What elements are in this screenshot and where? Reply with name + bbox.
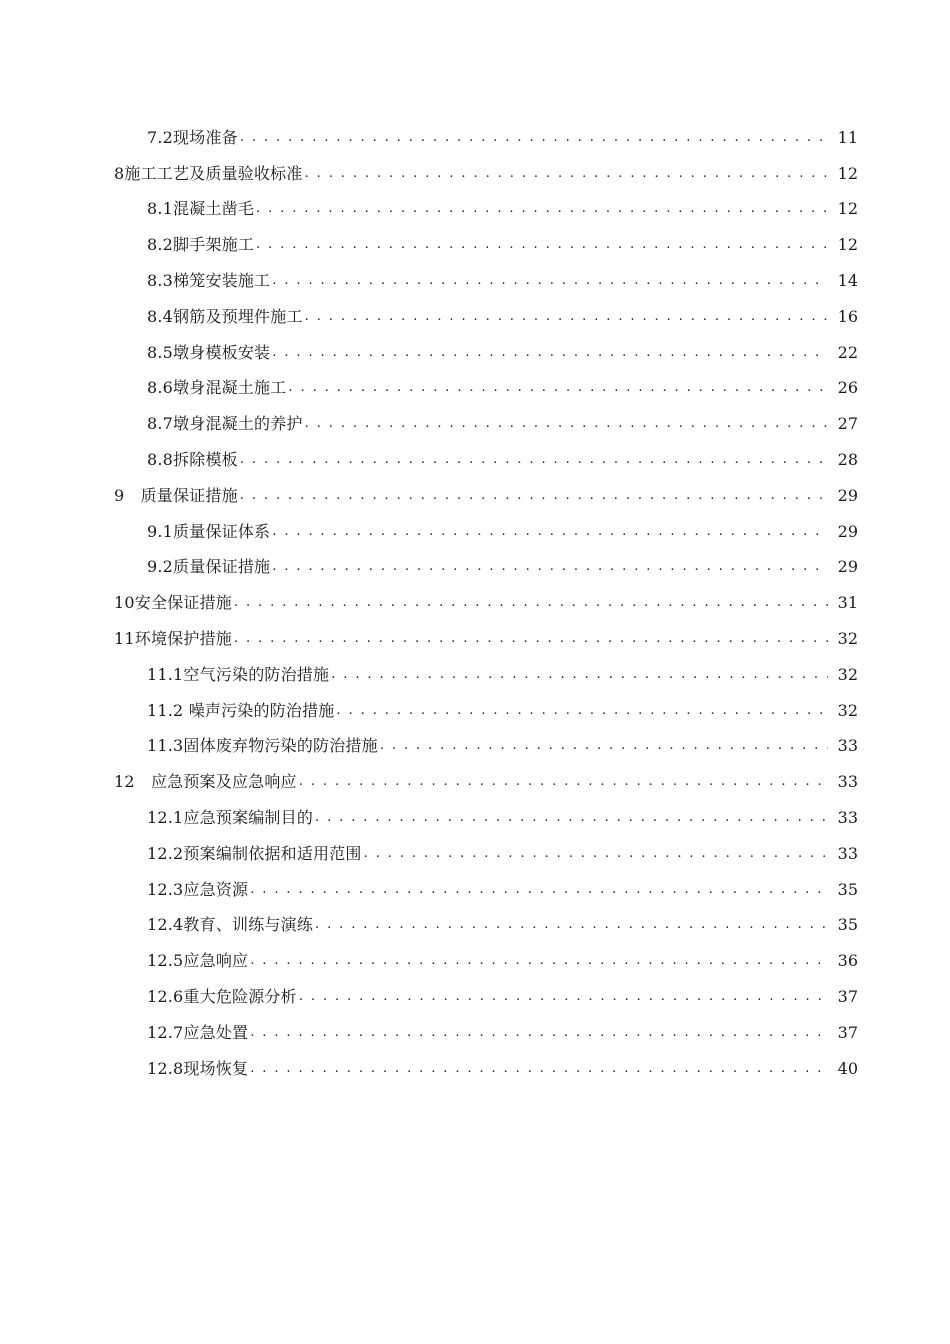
toc-entry-title: 8施工工艺及质量验收标准 <box>114 163 303 183</box>
toc-dot-leader <box>288 378 828 398</box>
toc-entry-title: 8.2脚手架施工 <box>147 235 255 255</box>
toc-entry-page: 32 <box>837 700 858 720</box>
toc-dot-leader <box>272 343 828 363</box>
toc-entry-page: 36 <box>837 951 858 971</box>
toc-entry-title: 12.5应急响应 <box>147 951 249 971</box>
toc-dot-leader <box>337 701 828 721</box>
toc-dot-leader <box>305 414 828 434</box>
toc-entry-page: 16 <box>837 306 858 326</box>
toc-dot-leader <box>256 199 828 219</box>
toc-entry[interactable] <box>0 943 950 979</box>
toc-entry[interactable] <box>0 585 950 621</box>
toc-entry-page: 32 <box>837 629 858 649</box>
toc-entry-title: 12.8现场恢复 <box>147 1058 249 1078</box>
toc-entry-page: 33 <box>837 736 858 756</box>
toc-dot-leader <box>299 987 828 1007</box>
toc-entry-title: 12.1应急预案编制目的 <box>147 808 314 828</box>
toc-entry-page: 27 <box>837 414 858 434</box>
toc-entry-title: 8.7墩身混凝土的养护 <box>147 414 303 434</box>
toc-entry-page: 37 <box>837 987 858 1007</box>
toc-entry-title: 11.2 噪声污染的防治措施 <box>147 700 335 720</box>
toc-entry[interactable] <box>0 764 950 800</box>
toc-entry[interactable] <box>0 156 950 192</box>
toc-entry[interactable] <box>0 406 950 442</box>
toc-dot-leader <box>272 522 828 542</box>
toc-entry[interactable] <box>0 872 950 908</box>
toc-entry-title: 12.7应急处置 <box>147 1022 249 1042</box>
toc-entry[interactable] <box>0 979 950 1015</box>
toc-entry[interactable] <box>0 335 950 371</box>
toc-entry-page: 32 <box>837 664 858 684</box>
toc-entry-page: 28 <box>837 450 858 470</box>
toc-entry-title: 11环境保护措施 <box>114 629 232 649</box>
toc-entry-title: 12 应急预案及应急响应 <box>114 772 297 792</box>
toc-dot-leader <box>272 557 828 577</box>
toc-entry-page: 37 <box>837 1022 858 1042</box>
toc-entry[interactable] <box>0 657 950 693</box>
toc-dot-leader <box>315 808 828 828</box>
toc-entry-title: 12.3应急资源 <box>147 879 249 899</box>
toc-dot-leader <box>240 450 828 470</box>
toc-dot-leader <box>240 128 828 148</box>
toc-entry[interactable] <box>0 299 950 335</box>
toc-entry[interactable] <box>0 442 950 478</box>
toc-entry[interactable] <box>0 514 950 550</box>
toc-entry-title: 11.3固体废弃物污染的防治措施 <box>147 736 378 756</box>
toc-entry-page: 12 <box>837 163 858 183</box>
toc-dot-leader <box>299 772 828 792</box>
toc-entry-page: 11 <box>837 127 858 147</box>
toc-entry-title: 11.1空气污染的防治措施 <box>147 664 330 684</box>
toc-dot-leader <box>240 486 828 506</box>
toc-entry-page: 26 <box>837 378 858 398</box>
toc-dot-leader <box>234 593 828 613</box>
toc-entry-page: 12 <box>837 199 858 219</box>
toc-entry[interactable] <box>0 263 950 299</box>
toc-dot-leader <box>305 307 828 327</box>
toc-dot-leader <box>364 844 828 864</box>
toc-entry-page: 35 <box>837 879 858 899</box>
toc-entry-page: 29 <box>837 521 858 541</box>
toc-dot-leader <box>305 164 828 184</box>
toc-entry[interactable] <box>0 693 950 729</box>
toc-entry[interactable] <box>0 836 950 872</box>
toc-dot-leader <box>256 235 828 255</box>
toc-entry-title: 8.3梯笼安装施工 <box>147 271 271 291</box>
toc-entry-title: 8.8拆除模板 <box>147 450 238 470</box>
toc-entry-page: 29 <box>837 557 858 577</box>
table-of-contents <box>0 120 950 1087</box>
toc-entry[interactable] <box>0 478 950 514</box>
toc-entry[interactable] <box>0 908 950 944</box>
toc-dot-leader <box>250 1023 828 1043</box>
toc-entry-page: 33 <box>837 772 858 792</box>
toc-entry-title: 8.5墩身模板安装 <box>147 342 271 362</box>
toc-entry[interactable] <box>0 371 950 407</box>
toc-entry[interactable] <box>0 729 950 765</box>
toc-entry-page: 35 <box>837 915 858 935</box>
toc-entry[interactable] <box>0 800 950 836</box>
toc-dot-leader <box>272 271 828 291</box>
toc-entry-title: 8.1混凝土凿毛 <box>147 199 255 219</box>
toc-dot-leader <box>234 629 828 649</box>
toc-entry-page: 31 <box>837 593 858 613</box>
toc-entry-title: 9 质量保证措施 <box>114 485 238 505</box>
toc-entry-title: 12.4教育、训练与演练 <box>147 915 314 935</box>
toc-entry-page: 33 <box>837 843 858 863</box>
toc-entry-page: 33 <box>837 808 858 828</box>
toc-entry[interactable] <box>0 120 950 156</box>
toc-entry-page: 22 <box>837 342 858 362</box>
toc-entry[interactable] <box>0 227 950 263</box>
toc-entry[interactable] <box>0 192 950 228</box>
toc-entry-title: 9.1质量保证体系 <box>147 521 271 541</box>
toc-entry-title: 7.2现场准备 <box>147 127 238 147</box>
toc-entry-title: 10安全保证措施 <box>114 593 232 613</box>
toc-entry-page: 40 <box>837 1058 858 1078</box>
toc-dot-leader <box>250 880 828 900</box>
toc-entry[interactable] <box>0 621 950 657</box>
toc-entry[interactable] <box>0 1015 950 1051</box>
toc-entry-title: 8.6墩身混凝土施工 <box>147 378 287 398</box>
toc-entry-page: 14 <box>837 271 858 291</box>
toc-entry[interactable] <box>0 550 950 586</box>
toc-entry-title: 12.6重大危险源分析 <box>147 987 297 1007</box>
toc-entry-title: 8.4钢筋及预埋件施工 <box>147 306 303 326</box>
toc-entry[interactable] <box>0 1051 950 1087</box>
toc-dot-leader <box>331 665 828 685</box>
toc-dot-leader <box>380 736 828 756</box>
toc-dot-leader <box>315 915 828 935</box>
toc-entry-page: 29 <box>837 485 858 505</box>
toc-entry-title: 12.2预案编制依据和适用范围 <box>147 843 362 863</box>
toc-dot-leader <box>250 951 828 971</box>
toc-entry-page: 12 <box>837 235 858 255</box>
toc-entry-title: 9.2质量保证措施 <box>147 557 271 577</box>
toc-dot-leader <box>250 1059 828 1079</box>
